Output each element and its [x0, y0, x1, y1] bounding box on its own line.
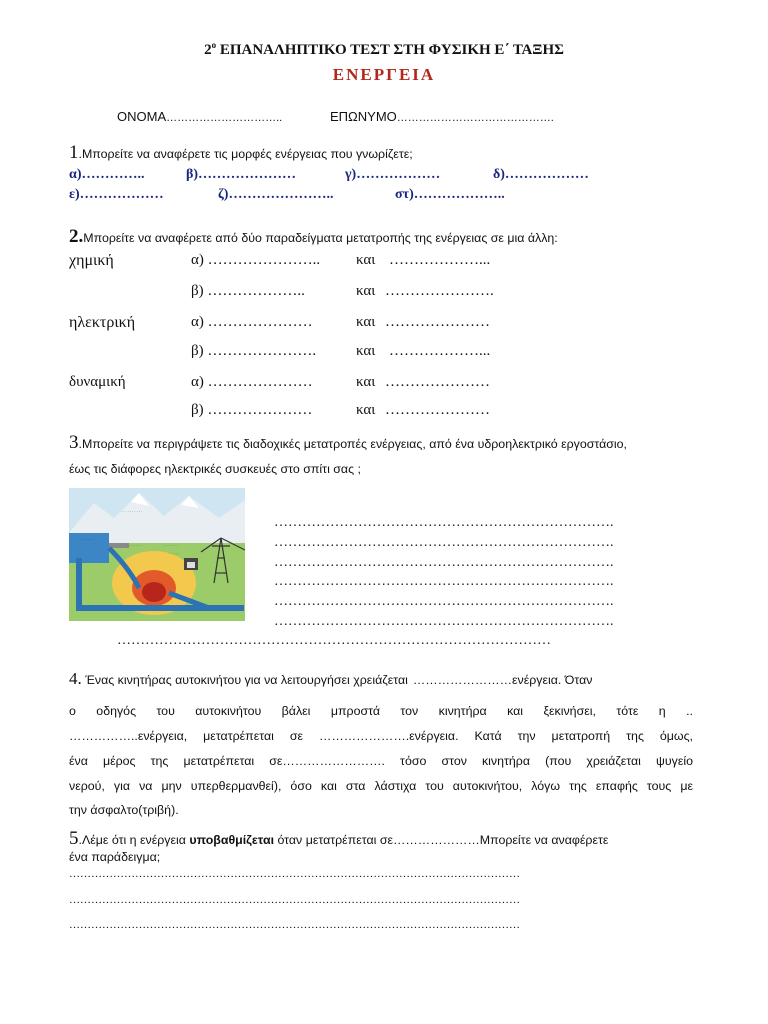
q1-answer-z[interactable]: ζ)…………………..	[218, 187, 334, 202]
q3-text-line1: .Μπορείτε να περιγράψετε τις διαδοχικές μετατροπές ενέργειας, από ένα υδροηλεκτρικό εργοστάσιο,	[78, 437, 627, 451]
name-field[interactable]	[117, 109, 282, 124]
q4-line-4: ένα μέρος της μετατρέπεται σε……………………. τόσο στον κινητήρα (που χρειάζεται ψυγείο	[69, 754, 693, 768]
question-2	[69, 226, 558, 248]
q2-text: Μπορείτε να αναφέρετε από δύο παραδείγματα μετατροπής της ενέργειας σε μια άλλη:	[83, 231, 558, 245]
q3-answer-line-4[interactable]: ……………………………………………………………….	[274, 574, 614, 589]
q4-number: 4.	[69, 669, 82, 688]
q1-answer-c[interactable]: γ)………………	[345, 167, 441, 182]
q3-answer-line-2[interactable]: ……………………………………………………………….	[274, 535, 614, 550]
svg-text:. . . . . .: . . . . . .	[81, 537, 94, 541]
q3-answer-line-1[interactable]: ……………………………………………………………….	[274, 515, 614, 530]
q4-line-2: ο οδηγός του αυτοκινήτου βάλει μπροστά τον κινητήρα και ξεκινήσει, τότε η ..	[69, 704, 693, 718]
surname-field[interactable]	[330, 109, 554, 124]
q2-chemical-b-and: και	[356, 283, 376, 299]
svg-text:. . . . . . .: . . . . . . .	[127, 543, 142, 547]
title-text: ΕΠΑΝΑΛΗΠΤΙΚΟ ΤΕΣΤ ΣΤΗ ΦΥΣΙΚΗ Ε΄ ΤΑΞΗΣ	[216, 42, 564, 58]
q4-text-b: ενέργεια. Όταν	[512, 673, 593, 687]
q2-electric-b[interactable]: β) ………………….	[191, 343, 317, 359]
q1-number: 1	[69, 142, 79, 163]
q5-text-b: όταν μετατρέπεται σε…………………Μπορείτε να αναφέρετε	[274, 833, 609, 847]
question-1	[69, 142, 413, 164]
q5-text-bold: υποβαθμίζεται	[189, 833, 275, 847]
q1-answer-b[interactable]: β)…………………	[186, 167, 297, 182]
question-4	[69, 669, 593, 689]
surname-dots: …………………………………….	[396, 112, 554, 124]
q2-chemical-a-and: και	[356, 252, 376, 268]
q2-chemical-a-end[interactable]: ………………...	[389, 252, 491, 268]
svg-text:. . . . . . . . . .: . . . . . . . . . .	[121, 509, 143, 513]
name-label: ΟΝΟΜΑ	[117, 109, 167, 124]
q2-potential-b-end[interactable]: …………………	[385, 402, 490, 418]
question-5	[69, 828, 608, 850]
q3-answer-line-6[interactable]: ……………………………………………………………….	[274, 614, 614, 629]
q5-line-2: ένα παράδειγμα;	[69, 850, 161, 864]
q2-chemical-a[interactable]: α) …………………..	[191, 252, 321, 268]
q5-answer-line-3[interactable]: ……………………………………………………………………………………………………………	[69, 919, 520, 931]
q2-chemical-b[interactable]: β) ………………..	[191, 283, 305, 299]
name-dots: …………………………..	[166, 112, 283, 124]
q2-electric-a-and: και	[356, 314, 376, 330]
q2-potential-a-end[interactable]: …………………	[385, 374, 490, 390]
q2-electric-a-end[interactable]: …………………	[385, 314, 490, 330]
hydroelectric-plant-illustration	[69, 488, 245, 621]
q2-label-chemical: χημική	[69, 252, 114, 269]
q5-number: 5	[69, 828, 79, 849]
q1-text: .Μπορείτε να αναφέρετε τις μορφές ενέργειας που γνωρίζετε;	[78, 147, 413, 161]
q2-potential-a[interactable]: α) …………………	[191, 374, 313, 390]
q3-text-line2: έως τις διάφορες ηλεκτρικές συσκευές στο σπίτι σας ;	[69, 462, 361, 476]
title-superscript: ο	[211, 40, 217, 50]
q2-label-electric: ηλεκτρική	[69, 314, 136, 331]
q2-potential-b-and: και	[356, 402, 376, 418]
q5-answer-line-2[interactable]: ……………………………………………………………………………………………………………	[69, 894, 520, 906]
svg-text:. . . . .: . . . . .	[169, 551, 180, 555]
surname-label: ΕΠΩΝΥΜΟ	[330, 109, 397, 124]
q2-chemical-b-end[interactable]: ………………….	[385, 283, 494, 299]
title-number: 2	[204, 42, 212, 58]
q4-line-5: νερού, για να μην υπερθερμανθεί), όσο και στα λάστιχα του αυτοκινήτου, λόγω της επαφής τους με	[69, 779, 693, 793]
q1-answer-d[interactable]: δ)………………	[493, 167, 589, 182]
q3-number: 3	[69, 432, 79, 453]
q3-answer-line-7[interactable]: …………………………………………………………………………………	[117, 633, 551, 648]
q3-answer-line-5[interactable]: ……………………………………………………………….	[274, 594, 614, 609]
question-3	[69, 432, 627, 454]
q2-potential-a-and: και	[356, 374, 376, 390]
page-title	[0, 42, 768, 59]
q2-electric-b-end[interactable]: ………………...	[389, 343, 491, 359]
q2-number: 2.	[69, 226, 84, 247]
q4-blank-1[interactable]: ……………………	[412, 673, 512, 687]
q4-text-a: Ένας κινητήρας αυτοκινήτου για να λειτουργήσει χρειάζεται	[81, 673, 408, 687]
q5-answer-line-1[interactable]: ……………………………………………………………………………………………………………	[69, 868, 520, 880]
q1-answer-a[interactable]: α)…………..	[69, 167, 145, 182]
q4-line-3: ……………..ενέργεια, μετατρέπεται σε ………………….ενέργεια. Κατά την μετατροπή της όμως,	[69, 729, 693, 743]
q2-electric-a[interactable]: α) …………………	[191, 314, 313, 330]
q1-answer-st[interactable]: στ)………………..	[395, 187, 505, 202]
hydroelectric-diagram-icon	[69, 488, 245, 621]
page-subtitle: ΕΝΕΡΓΕΙΑ	[332, 65, 436, 84]
q5-text-a: .Λέμε ότι η ενέργεια	[78, 833, 190, 847]
q2-label-potential: δυναμική	[69, 374, 126, 390]
q2-potential-b[interactable]: β) …………………	[191, 402, 313, 418]
svg-text:. . . . . . .: . . . . . . .	[164, 543, 179, 547]
q4-line-6: την άσφαλτο(τριβή).	[69, 803, 179, 817]
q2-electric-b-and: και	[356, 343, 376, 359]
q3-answer-line-3[interactable]: ……………………………………………………………….	[274, 555, 614, 570]
q1-answer-e[interactable]: ε)………………	[69, 187, 164, 202]
